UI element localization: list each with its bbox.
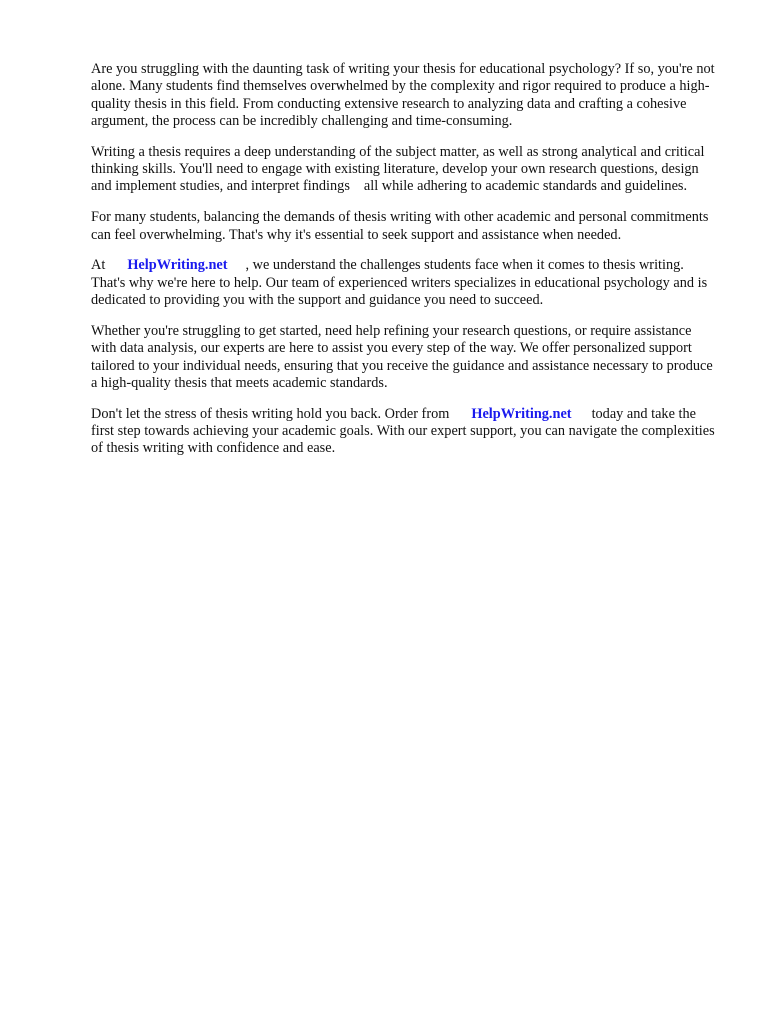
helpwriting-link-first[interactable]: HelpWriting.net <box>127 257 228 274</box>
paragraph-about-service <box>91 257 719 309</box>
paragraph-call-to-action-text: today and take the first step towards achieving your academic goals. With our expert support, you can navigate the complexities of thesis writing with confidence and ease. <box>91 405 715 457</box>
paragraph-about-service-text: , we understand the challenges students face when it comes to thesis writing. That's why we're here to help. Our team of experienced writers specializes in educational psychology and is dedicated to providing you with the support and guidance you need to succeed. <box>91 257 708 309</box>
paragraph-requirements <box>91 144 719 196</box>
paragraph-balance-text: For many students, balancing the demands of thesis writing with other academic and personal commitments can feel overwhelming. That's why it's essential to seek support and assistance when needed. <box>91 209 709 243</box>
helpwriting-link-second[interactable]: HelpWriting.net <box>471 405 572 422</box>
paragraph-call-to-action <box>91 406 719 458</box>
paragraph-support-text: Whether you're struggling to get started, need help refining your research questions, or require assistance with data analysis, our experts are here to assist you every step of the way. We offer personalized support tailored to your individual needs, ensuring that you receive the guidance and assistance necessary to produce a high-quality thesis that meets academic standards. <box>91 322 713 391</box>
paragraph-intro <box>91 61 719 130</box>
paragraph-about-service-lead: At <box>91 257 106 274</box>
document-body <box>91 61 719 471</box>
paragraph-requirements-text: Writing a thesis requires a deep understanding of the subject matter, as well as strong analytical and critical thinking skills. You'll need to engage with existing literature, develop your own research questions, design and implement studies, and interpret findings <box>91 143 705 195</box>
paragraph-balance <box>91 209 719 244</box>
paragraph-intro-text: Are you struggling with the daunting task of writing your thesis for educational psychology? If so, you're not alone. Many students find themselves overwhelmed by the complexity and rigor required to produce a high-quality thesis in this field. From conducting extensive research to analyzing data and crafting a cohesive argument, the process can be incredibly challenging and time-consuming. <box>91 61 715 129</box>
paragraph-requirements-text-end: all while adhering to academic standards and guidelines. <box>363 178 688 195</box>
paragraph-support <box>91 323 719 392</box>
paragraph-call-to-action-lead: Don't let the stress of thesis writing hold you back. Order from <box>91 405 450 422</box>
